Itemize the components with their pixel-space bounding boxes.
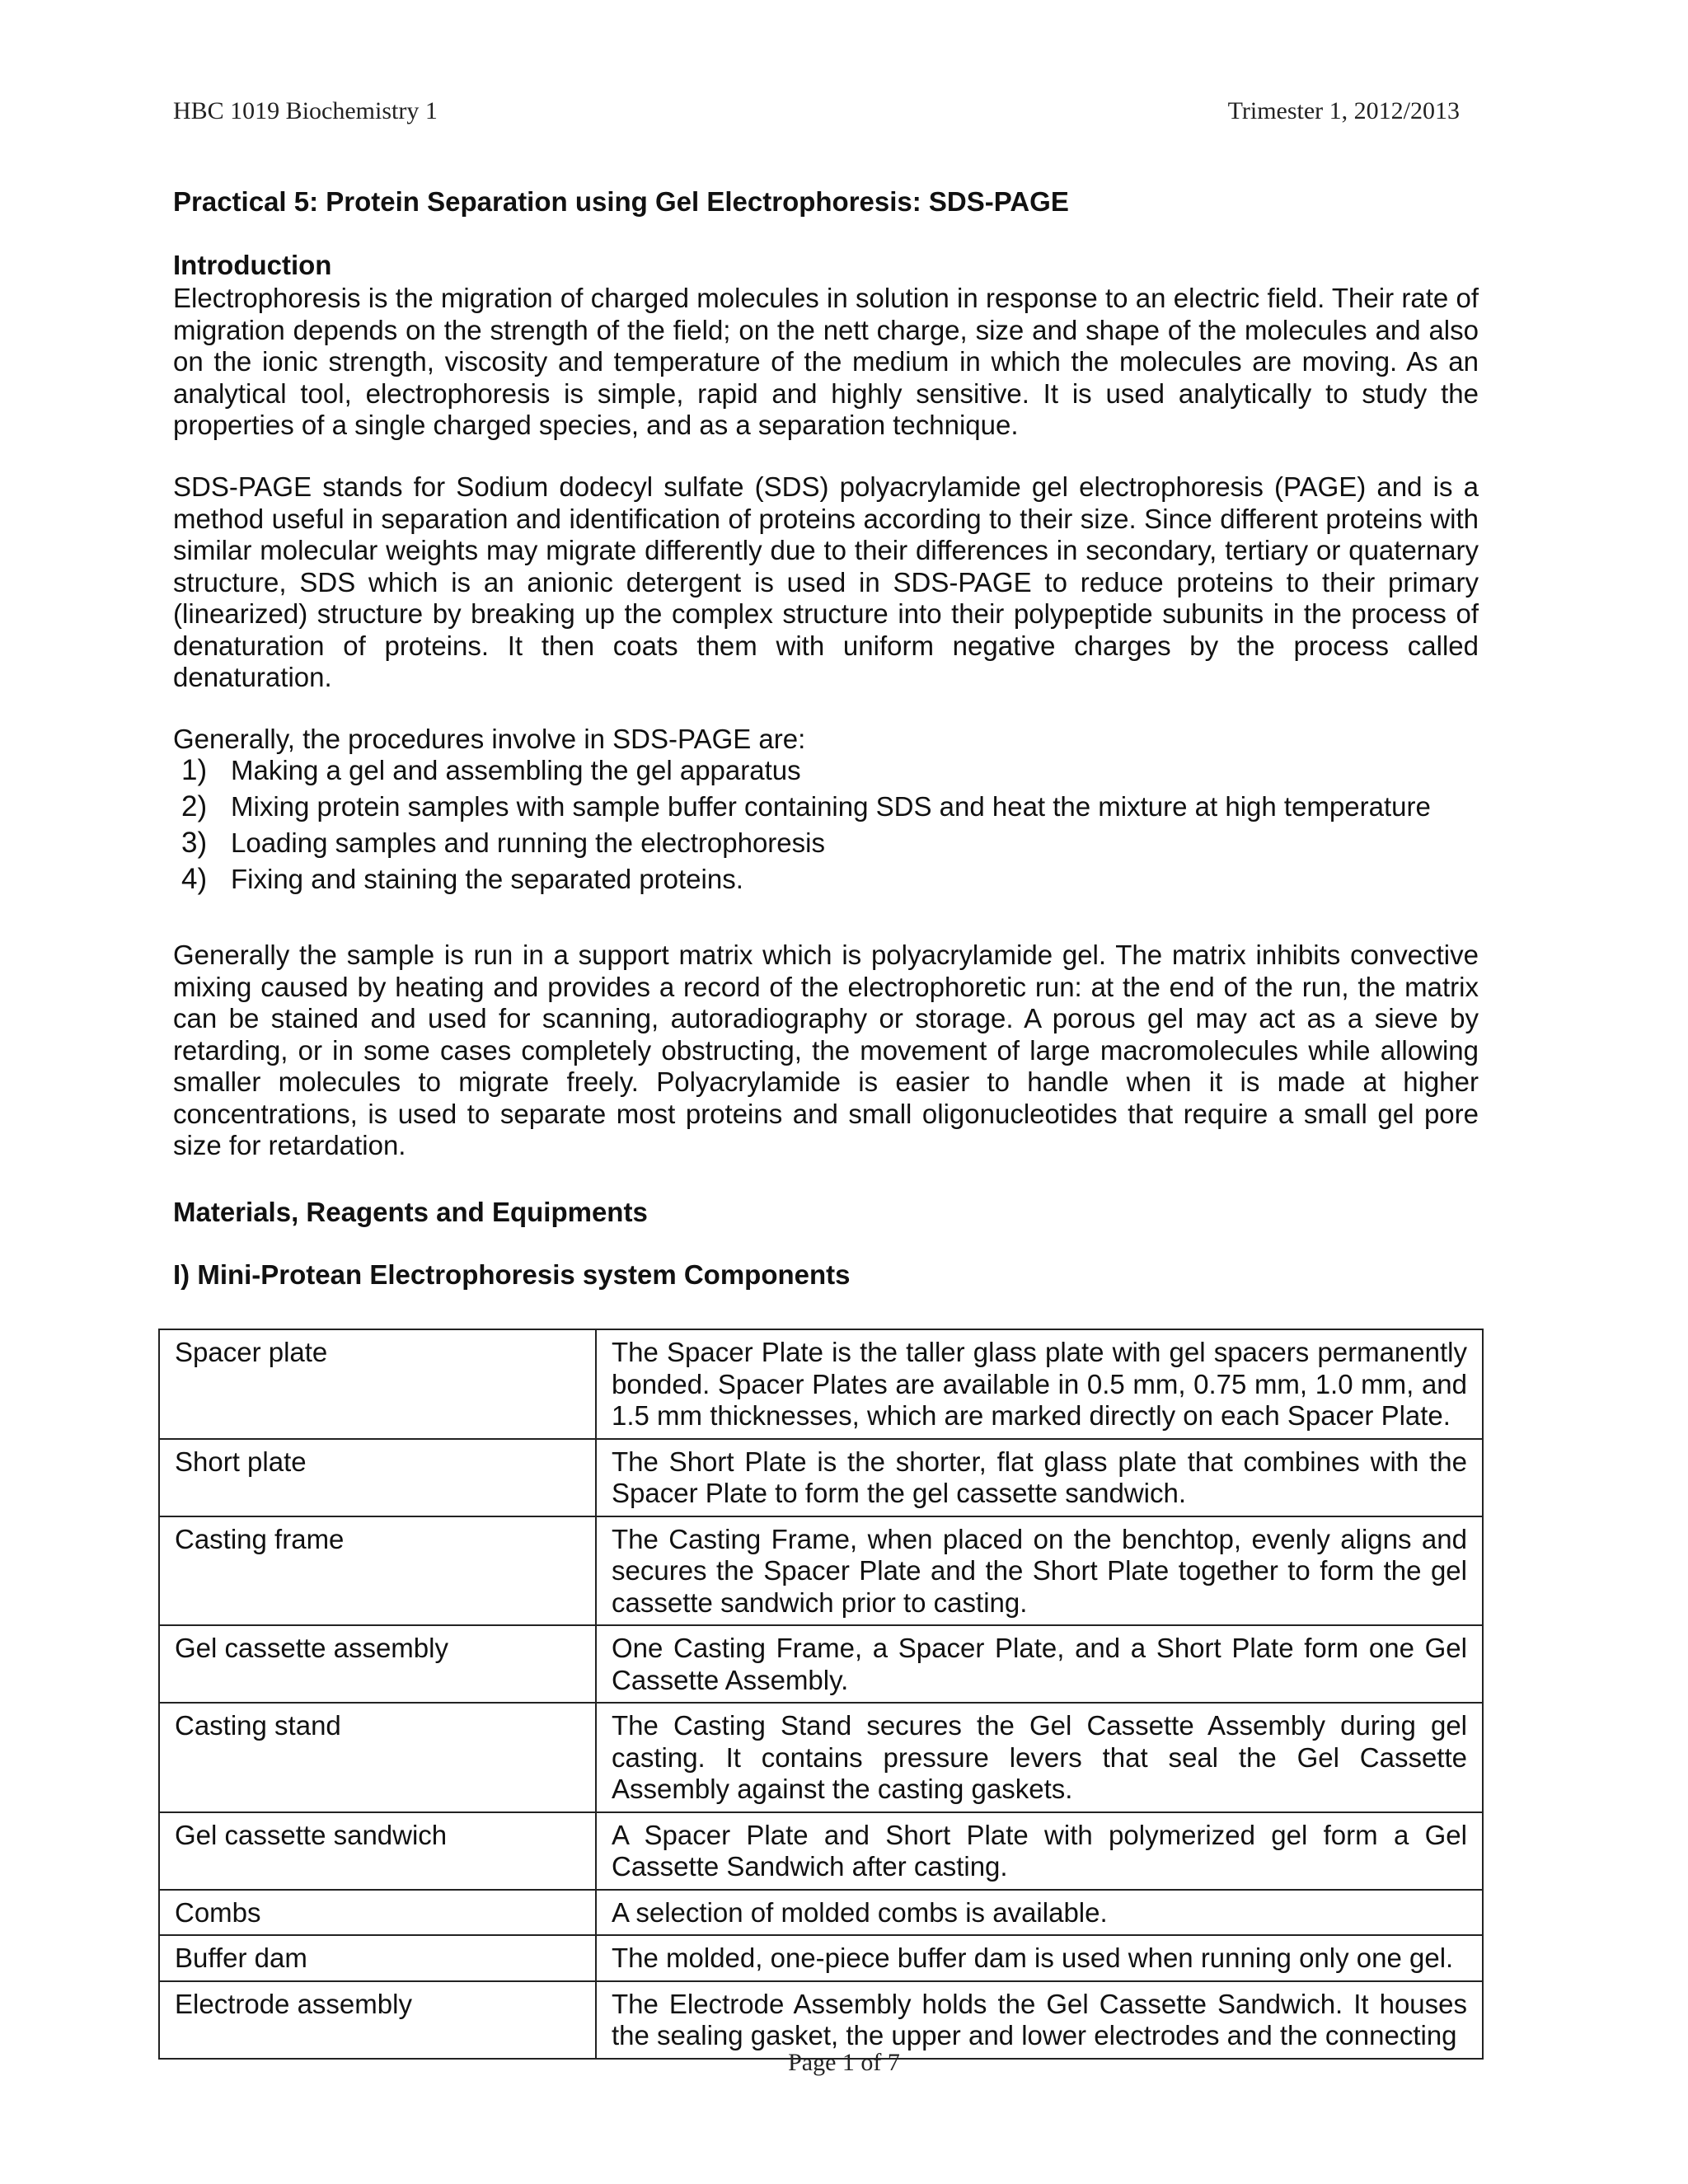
component-name: Combs [159, 1890, 596, 1936]
component-description: One Casting Frame, a Spacer Plate, and a Short Plate form one Gel Cassette Assembly. [596, 1625, 1483, 1703]
component-description: The Spacer Plate is the taller glass plate with gel spacers permanently bonded. Spacer Plates are available in 0.5 mm, 0.75 mm, 1.0 mm, and 1.5 mm thicknesses, which are marked directly on each Spacer Plate. [596, 1329, 1483, 1439]
component-name: Gel cassette assembly [159, 1625, 596, 1703]
document-title: Practical 5: Protein Separation using Gel Electrophoresis: SDS-PAGE [173, 186, 1069, 217]
table-row [159, 1935, 1483, 1981]
component-name: Casting frame [159, 1516, 596, 1626]
component-description: A Spacer Plate and Short Plate with polymerized gel form a Gel Cassette Sandwich after casting. [596, 1812, 1483, 1890]
component-name: Gel cassette sandwich [159, 1812, 596, 1890]
component-name: Casting stand [159, 1703, 596, 1812]
component-description: The molded, one-piece buffer dam is used when running only one gel. [596, 1935, 1483, 1981]
introduction-paragraph-2: SDS-PAGE stands for Sodium dodecyl sulfate (SDS) polyacrylamide gel electrophoresis (PAGE) and is a method useful in separation and identification of proteins according to their size. Since different proteins with similar molecular weights may migrate differently due to their differences in secondary, tertiary or quaternary structure, SDS which is an anionic detergent is used in SDS-PAGE to reduce proteins to their primary (linearized) structure by breaking up the complex structure into their polypeptide subunits in the process of denaturation of proteins. It then coats them with uniform negative charges by the process called denaturation. [173, 471, 1479, 692]
component-description: The Casting Frame, when placed on the benchtop, evenly aligns and secures the Spacer Plate and the Short Plate together to form the gel cassette sandwich prior to casting. [596, 1516, 1483, 1626]
table-row [159, 1329, 1483, 1439]
step-text: Making a gel and assembling the gel apparatus [231, 755, 801, 785]
table-row [159, 1981, 1483, 2059]
step-text: Fixing and staining the separated proteins. [231, 864, 743, 894]
step-text: Mixing protein samples with sample buffer containing SDS and heat the mixture at high temperature [231, 791, 1431, 822]
components-subheading: I) Mini-Protean Electrophoresis system Components [173, 1259, 851, 1290]
table-row [159, 1812, 1483, 1890]
introduction-heading: Introduction [173, 250, 332, 280]
introduction-paragraph-3: Generally the sample is run in a support matrix which is polyacrylamide gel. The matrix inhibits convective mixing caused by heating and provides a record of the electrophoretic run: at the end of the run, the matrix can be stained and used for scanning, autoradiography or storage. A porous gel may act as a sieve by retarding, or in some cases completely obstructing, the movement of large macromolecules while allowing smaller molecules to migrate freely. Polyacrylamide is easier to handle when it is made at higher concentrations, is used to separate most proteins and small oligonucleotides that require a small gel pore size for retardation. [173, 940, 1479, 1160]
component-name: Short plate [159, 1439, 596, 1516]
components-table [158, 1329, 1484, 2060]
table-row [159, 1703, 1483, 1812]
materials-heading: Materials, Reagents and Equipments [173, 1197, 648, 1227]
component-description: The Electrode Assembly holds the Gel Cassette Sandwich. It houses the sealing gasket, the upper and lower electrodes and the connecting [596, 1981, 1483, 2059]
table-row [159, 1890, 1483, 1936]
table-row [159, 1439, 1483, 1516]
table-row [159, 1516, 1483, 1626]
page-number: Page 1 of 7 [788, 2049, 900, 2076]
steps-intro: Generally, the procedures involve in SDS-PAGE are: [173, 724, 806, 754]
component-description: The Casting Stand secures the Gel Cassette Assembly during gel casting. It contains pressure levers that seal the Gel Cassette Assembly against the casting gaskets. [596, 1703, 1483, 1812]
component-description: A selection of molded combs is available. [596, 1890, 1483, 1936]
component-description: The Short Plate is the shorter, flat glass plate that combines with the Spacer Plate to form the gel cassette sandwich. [596, 1439, 1483, 1516]
component-name: Buffer dam [159, 1935, 596, 1981]
step-text: Loading samples and running the electrophoresis [231, 827, 825, 858]
step-number: 1) [181, 754, 208, 786]
step-number: 4) [181, 863, 208, 895]
header-course: HBC 1019 Biochemistry 1 [173, 97, 438, 124]
step-number: 3) [181, 827, 208, 859]
table-row [159, 1625, 1483, 1703]
header-term: Trimester 1, 2012/2013 [1227, 97, 1460, 124]
component-name: Spacer plate [159, 1329, 596, 1439]
step-number: 2) [181, 790, 208, 823]
introduction-paragraph-1: Electrophoresis is the migration of charged molecules in solution in response to an electric field. Their rate of migration depends on the strength of the field; on the nett charge, size and shape of the molecules and also on the ionic strength, viscosity and temperature of the medium in which the molecules are moving. As an analytical tool, electrophoresis is simple, rapid and highly sensitive. It is used analytically to study the properties of a single charged species, and as a separation technique. [173, 283, 1479, 440]
component-name: Electrode assembly [159, 1981, 596, 2059]
